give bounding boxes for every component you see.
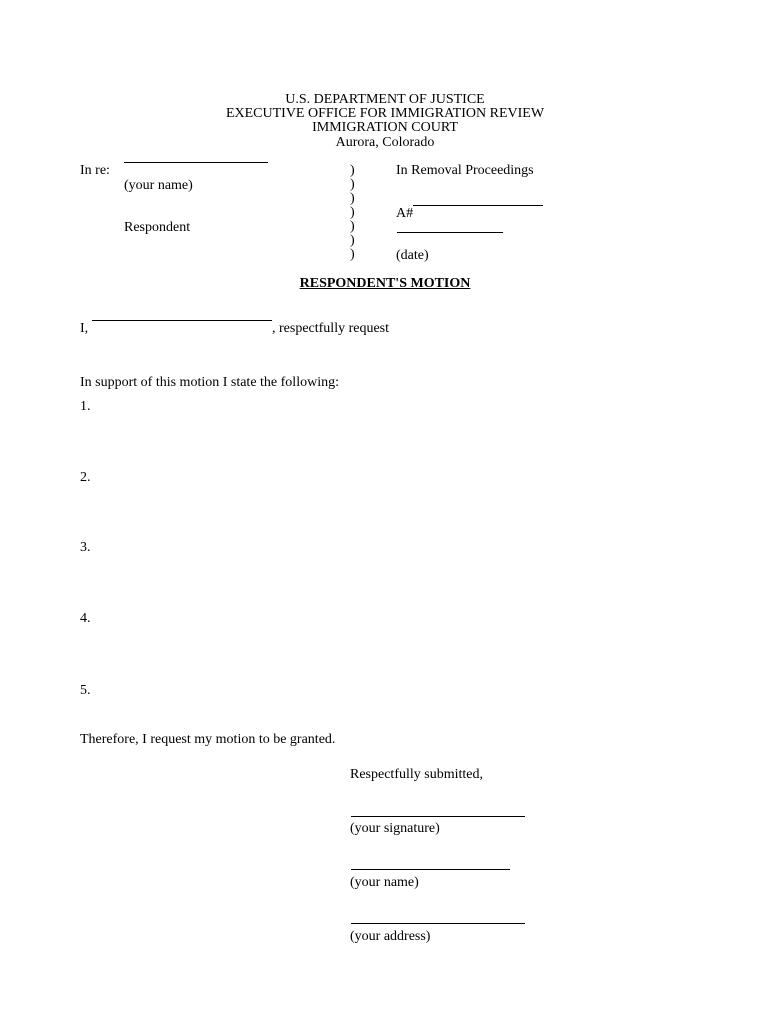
- proceedings-label: In Removal Proceedings: [396, 163, 534, 178]
- a-number-line[interactable]: [413, 205, 543, 206]
- paren: ): [350, 191, 355, 206]
- closing-text: Respectfully submitted,: [350, 767, 483, 782]
- paren: ): [350, 163, 355, 178]
- paren: ): [350, 219, 355, 234]
- respondent-label: Respondent: [124, 220, 191, 235]
- header-agency: U.S. DEPARTMENT OF JUSTICE: [285, 92, 485, 107]
- item-number: 3.: [80, 540, 91, 555]
- request-suffix: , respectfully request: [272, 321, 390, 336]
- signature-line[interactable]: [351, 816, 525, 817]
- your-name-line[interactable]: [124, 162, 268, 163]
- header-location: Aurora, Colorado: [335, 135, 435, 150]
- item-number: 2.: [80, 470, 91, 485]
- date-hint: (date): [396, 248, 429, 263]
- header-office: EXECUTIVE OFFICE FOR IMMIGRATION REVIEW: [225, 106, 545, 121]
- paren: ): [350, 205, 355, 220]
- paren: ): [350, 177, 355, 192]
- item-number: 5.: [80, 683, 91, 698]
- signer-name-hint: (your name): [350, 875, 419, 890]
- your-name-hint: (your name): [124, 178, 193, 193]
- a-number-label: A#: [396, 206, 414, 221]
- support-intro: In support of this motion I state the following:: [80, 375, 339, 390]
- address-hint: (your address): [350, 929, 431, 944]
- request-prefix: I,: [80, 321, 89, 336]
- date-line[interactable]: [397, 232, 503, 233]
- paren: ): [350, 233, 355, 248]
- in-re-label: In re:: [80, 163, 110, 178]
- requester-name-line[interactable]: [92, 320, 272, 321]
- signature-hint: (your signature): [350, 821, 440, 836]
- caption-divider: [350, 164, 360, 262]
- item-number: 1.: [80, 399, 91, 414]
- conclusion-text: Therefore, I request my motion to be granted.: [80, 732, 336, 747]
- address-line[interactable]: [351, 923, 525, 924]
- signer-name-line[interactable]: [351, 869, 510, 870]
- item-number: 4.: [80, 611, 91, 626]
- motion-title: RESPONDENT'S MOTION: [299, 276, 471, 291]
- header-court: IMMIGRATION COURT: [312, 120, 458, 135]
- paren: ): [350, 247, 355, 262]
